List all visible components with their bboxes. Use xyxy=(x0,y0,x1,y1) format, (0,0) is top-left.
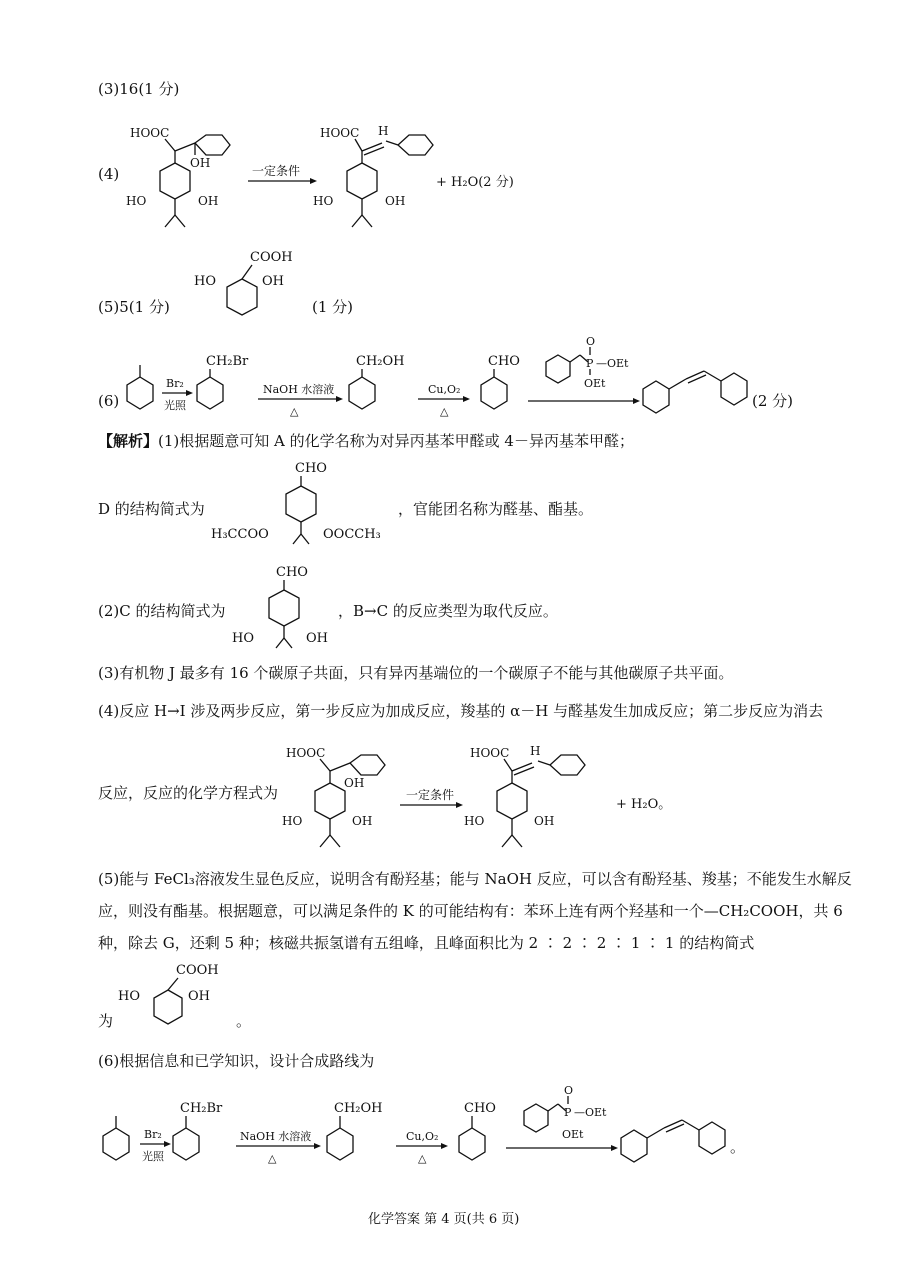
analysis-p4b: 反应，反应的化学方程式为 xyxy=(98,784,279,802)
svg-text:Br₂: Br₂ xyxy=(144,1128,162,1141)
product-molecule xyxy=(313,124,433,227)
svg-text:H: H xyxy=(530,744,541,758)
answer-6-label: (6) xyxy=(98,392,120,410)
analysis-reaction-4 xyxy=(280,735,610,860)
svg-text:Br₂: Br₂ xyxy=(166,377,184,390)
analysis-p1b-post: ，官能团名称为醛基、酯基。 xyxy=(398,500,594,518)
answer-5-score: (1 分) xyxy=(312,298,354,316)
oh-label: OH xyxy=(262,274,284,289)
answer-5-label: (5)5(1 分) xyxy=(98,298,170,316)
svg-text:Cu,O₂: Cu,O₂ xyxy=(406,1130,439,1143)
structure-C xyxy=(228,560,348,660)
analysis-p5d: 为 xyxy=(98,1012,114,1030)
svg-text:P: P xyxy=(564,1106,572,1119)
svg-text:OEt: OEt xyxy=(562,1128,584,1141)
svg-text:O: O xyxy=(586,335,596,348)
svg-text:CHO: CHO xyxy=(295,461,327,476)
svg-text:HO: HO xyxy=(282,814,303,828)
answer-6-score: (2 分) xyxy=(752,392,794,410)
svg-text:CHO: CHO xyxy=(488,354,520,369)
page-footer: 化学答案 第 4 页(共 6 页) xyxy=(368,1212,520,1227)
analysis-p4: (4)反应 H→I 涉及两步反应，第一步反应为加成反应，羧基的 α－H 与醛基发生加成反应；第二步反应为消去 xyxy=(98,702,824,720)
svg-text:OEt: OEt xyxy=(584,377,606,390)
answer-6-route xyxy=(118,335,778,420)
svg-text:CH₂Br: CH₂Br xyxy=(180,1101,223,1116)
product-oh-label: OH xyxy=(385,194,406,208)
analysis-route-6 xyxy=(96,1082,756,1172)
svg-text:CHO: CHO xyxy=(276,565,308,580)
analysis-p2-pre: (2)C 的结构简式为 xyxy=(98,602,226,620)
svg-text:CH₂OH: CH₂OH xyxy=(334,1101,383,1116)
svg-text:NaOH 水溶液: NaOH 水溶液 xyxy=(240,1130,312,1143)
analysis-p5a: (5)能与 FeCl₃溶液发生显色反应，说明含有酚羟基；能与 NaOH 反应，可以含有酚羟基、羧基；不能发生水解反 xyxy=(98,870,852,888)
svg-text:COOH: COOH xyxy=(176,963,219,978)
svg-text:P: P xyxy=(586,357,594,370)
svg-text:HOOC: HOOC xyxy=(286,746,326,760)
svg-text:CH₂Br: CH₂Br xyxy=(206,354,249,369)
svg-text:Cu,O₂: Cu,O₂ xyxy=(428,383,461,396)
svg-text:CHO: CHO xyxy=(464,1101,496,1116)
reaction-4-scheme xyxy=(120,115,720,245)
answer-3: (3)16(1 分) xyxy=(98,80,180,98)
svg-text:CH₂OH: CH₂OH xyxy=(356,354,405,369)
analysis-p2-post: ，B→C 的反应类型为取代反应。 xyxy=(338,602,558,620)
svg-text:光照: 光照 xyxy=(142,1150,164,1163)
analysis-p1 xyxy=(98,432,634,450)
analysis-p6-end: 。 xyxy=(730,1138,746,1156)
svg-text:—OEt: —OEt xyxy=(574,1106,607,1119)
svg-text:HO: HO xyxy=(118,989,140,1004)
ho-label: HO xyxy=(194,274,216,289)
oh-label: OH xyxy=(190,156,211,170)
answer-4-tail: + H₂O(2 分) xyxy=(436,175,514,190)
analysis-p1b-pre: D 的结构简式为 xyxy=(98,500,205,518)
svg-text:OH: OH xyxy=(344,776,365,790)
svg-text:HOOC: HOOC xyxy=(470,746,510,760)
svg-text:NaOH 水溶液: NaOH 水溶液 xyxy=(263,383,335,396)
product-ho-label: HO xyxy=(313,194,334,208)
answer-5-structure xyxy=(190,245,310,335)
svg-text:△: △ xyxy=(418,1152,427,1165)
svg-text:—OEt: —OEt xyxy=(596,357,629,370)
analysis-p4-tail: + H₂O。 xyxy=(616,797,672,812)
analysis-p6: (6)根据信息和已学知识，设计合成路线为 xyxy=(98,1052,375,1070)
svg-text:O: O xyxy=(564,1084,574,1097)
hooc-label: HOOC xyxy=(130,126,170,140)
product-hooc-label: HOOC xyxy=(320,126,360,140)
svg-text:△: △ xyxy=(268,1152,277,1165)
svg-text:光照: 光照 xyxy=(164,399,186,412)
analysis-p5b: 应，则没有酯基。根据题意，可以满足条件的 K 的可能结构有：苯环上连有两个羟基和一个—CH₂COOH，共 6 xyxy=(98,902,843,920)
svg-text:△: △ xyxy=(440,405,449,418)
analysis-p5c: 种，除去 G，还剩 5 种；核磁共振氢谱有五组峰，且峰面积比为 2 ∶ 2 ∶ 2 ∶ 1 ∶ 1 的结构简式 xyxy=(98,934,755,952)
svg-text:OH: OH xyxy=(188,989,210,1004)
svg-text:一定条件: 一定条件 xyxy=(406,788,455,802)
analysis-p5-end: 。 xyxy=(236,1012,252,1030)
structure-K xyxy=(112,960,232,1040)
analysis-tag: 【解析】 xyxy=(98,432,159,450)
cooh-label: COOH xyxy=(250,250,293,265)
svg-text:HO: HO xyxy=(464,814,485,828)
svg-text:OH: OH xyxy=(352,814,373,828)
svg-text:H₃CCOO: H₃CCOO xyxy=(211,527,269,542)
svg-text:OH: OH xyxy=(306,631,328,646)
svg-text:△: △ xyxy=(290,405,299,418)
oh-label-right: OH xyxy=(198,194,219,208)
condition-label: 一定条件 xyxy=(252,164,301,178)
svg-text:OH: OH xyxy=(534,814,555,828)
ho-label-left: HO xyxy=(126,194,147,208)
reactant-molecule xyxy=(126,126,230,227)
analysis-p1-text: (1)根据题意可知 A 的化学名称为对异丙基苯甲醛或 4－异丙基苯甲醛； xyxy=(158,432,634,450)
structure-D xyxy=(205,456,395,556)
h-label: H xyxy=(378,124,389,138)
svg-text:OOCCH₃: OOCCH₃ xyxy=(323,527,381,542)
answer-4-label: (4) xyxy=(98,165,120,183)
analysis-p3: (3)有机物 J 最多有 16 个碳原子共面，只有异丙基端位的一个碳原子不能与其他碳原子共平面。 xyxy=(98,664,734,682)
svg-text:HO: HO xyxy=(232,631,254,646)
